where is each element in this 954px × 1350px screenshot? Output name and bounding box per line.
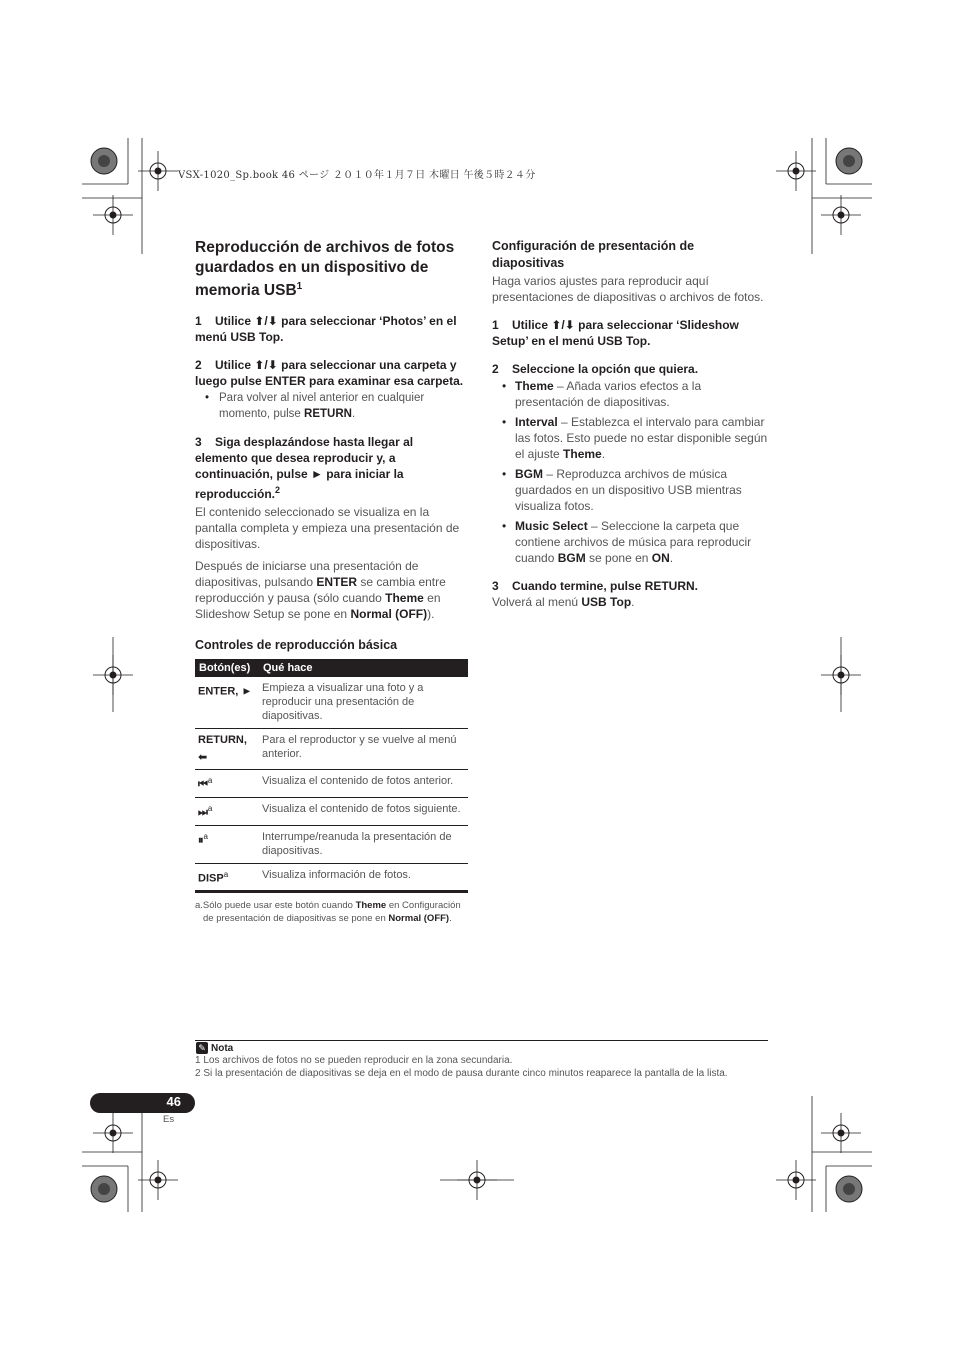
table-header-action: Qué hace xyxy=(259,659,468,677)
right-step-3: 3 Cuando termine, pulse RETURN. xyxy=(492,579,699,593)
right-step-1: 1 Utilice ⬆/⬇ para seleccionar ‘Slideshow Setup’ en el menú USB Top. xyxy=(492,318,739,348)
previous-icon: ⏮ xyxy=(198,778,208,791)
note-label: Nota xyxy=(211,1042,234,1054)
step-3-body-2: Después de iniciarse una presentación de diapositivas, pulsando ENTER se cambia entre reproducción y pausa (sólo cuando Theme en Slideshow Setup se pone en Normal (OFF)). xyxy=(195,558,446,621)
file-header: VSX-1020_Sp.book 46 ページ ２０１０年１月７日 木曜日 午後５時２４分 xyxy=(178,170,536,181)
section-title: Reproducción de archivos de fotos guardados en un dispositivo de memoria USB$^1$ xyxy=(195,239,455,300)
step-2: 2 Utilice ⬆/⬇ para seleccionar una carpeta y luego pulse ENTER para examinar esa carpeta. xyxy=(195,357,464,388)
table-row: DISP$^a$ Visualiza información de fotos. xyxy=(195,863,468,892)
pencil-icon: ✎ xyxy=(196,1042,208,1054)
right-step-2: 2 Seleccione la opción que quiera. xyxy=(492,362,699,376)
slideshow-heading: Configuración de presentación de diapositivas xyxy=(492,239,695,270)
option-interval: • Interval – Establezca el intervalo para cambiar las fotos. Esto puede no estar disponible según el ajuste Theme. xyxy=(492,414,768,462)
page-number-badge xyxy=(100,1093,195,1113)
page-language: Es xyxy=(163,1114,175,1125)
next-icon: ⏭ xyxy=(198,806,208,819)
option-theme: • Theme – Añada varios efectos a la presentación de diapositivas. xyxy=(492,378,768,410)
step-3: 3 Siga desplazándose hasta llegar al elemento que desea reproducir y, a continuación, pulse ► para iniciar la reproducción.$^2$ xyxy=(195,434,414,501)
left-column xyxy=(195,238,469,935)
step-3-body: El contenido seleccionado se visualiza en la pantalla completa y empieza una presentación de dispositivas. xyxy=(195,504,460,551)
right-column xyxy=(492,238,768,610)
table-row: ⏸$^a$ Interrumpe/reanuda la presentación de diapositivas. xyxy=(195,825,468,863)
note-line-2: 2 Si la presentación de diapositivas se deja en el modo de pausa durante cinco minutos reaparece la pantalla de la lista. xyxy=(195,1068,728,1079)
table-row: ⏭$^a$ Visualiza el contenido de fotos siguiente. xyxy=(195,797,468,825)
table-row: ENTER, ► Empieza a visualizar una foto y a reproducir una presentación de diapositivas. xyxy=(195,677,468,729)
note-divider xyxy=(195,1040,768,1041)
table-header-buttons: Botón(es) xyxy=(195,659,259,677)
right-step-3-body: Volverá al menú USB Top. xyxy=(492,595,635,609)
controls-heading: Controles de reproducción básica xyxy=(195,637,398,652)
option-bgm: • BGM – Reproduzca archivos de música guardados en un dispositivo USB mientras visualiza fotos. xyxy=(492,466,768,514)
note-header xyxy=(196,1042,233,1054)
step-2-bullet: • Para volver al nivel anterior en cualquier momento, pulse RETURN. xyxy=(195,390,469,422)
controls-table xyxy=(195,659,468,894)
pause-icon: ⏸ xyxy=(198,834,204,847)
step-1: 1 Utilice ⬆/⬇ para seleccionar ‘Photos’ en el menú USB Top. xyxy=(195,313,457,344)
table-row: RETURN, ⬅ Para el reproductor y se vuelve al menú anterior. xyxy=(195,728,468,770)
page-number: 46 xyxy=(166,1094,181,1109)
slideshow-intro: Haga varios ajustes para reproducir aquí presentaciones de diapositivas o archivos de fotos. xyxy=(492,274,764,304)
table-footnote: a.Sólo puede usar este botón cuando Theme en Configuración de presentación de diapositivas se pone en Normal (OFF). xyxy=(195,900,461,925)
option-music-select: • Music Select – Seleccione la carpeta que contiene archivos de música para reproducir cuando BGM se pone en ON. xyxy=(492,518,768,566)
note-line-1: 1 Los archivos de fotos no se pueden reproducir en la zona secundaria. xyxy=(195,1055,513,1066)
table-row: ⏮$^a$ Visualiza el contenido de fotos anterior. xyxy=(195,770,468,798)
